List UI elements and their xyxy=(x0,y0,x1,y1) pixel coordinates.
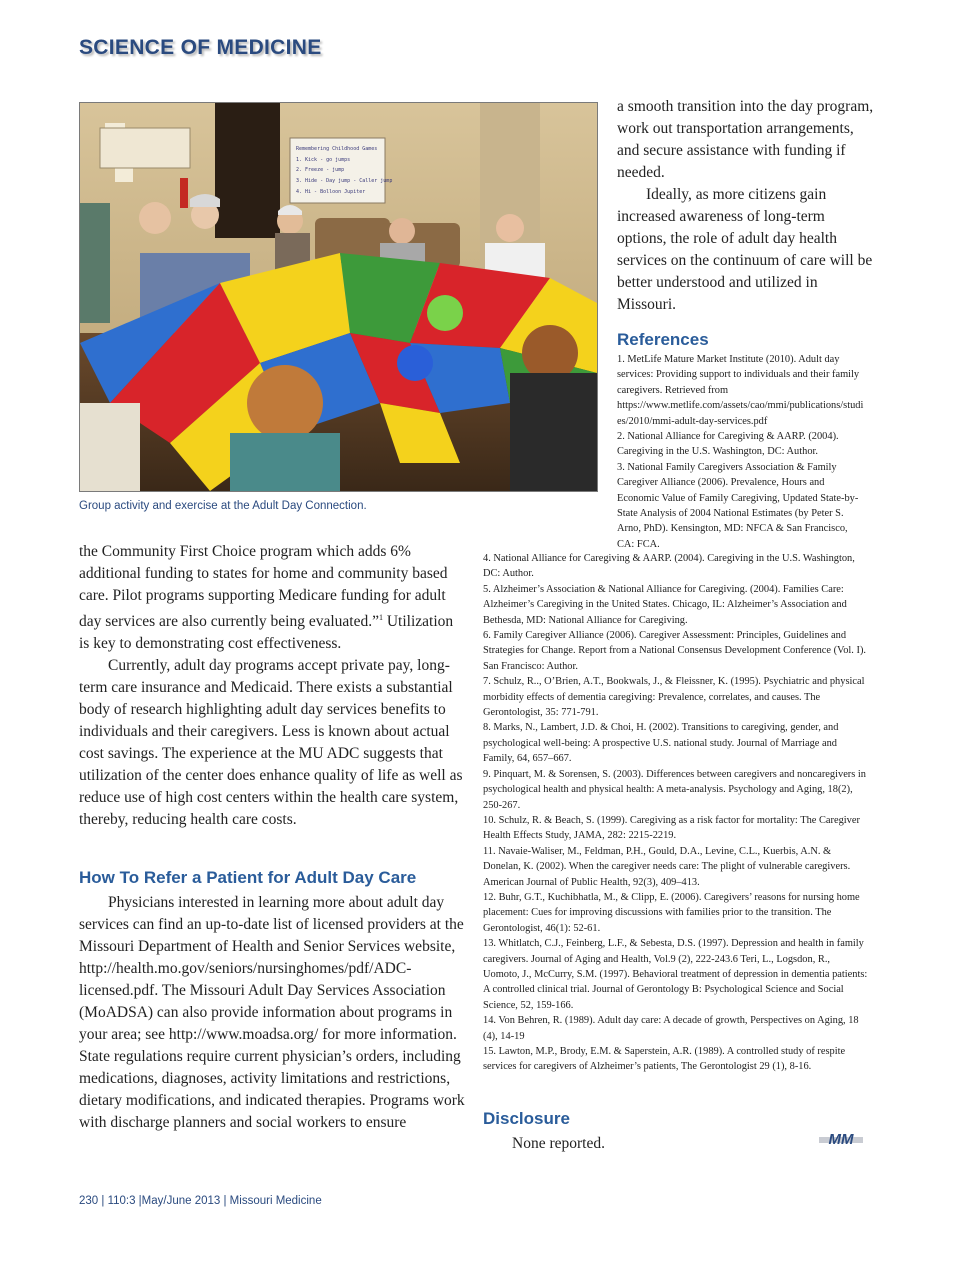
reference-item: 9. Pinquart, M. & Sorensen, S. (2003). Differences between caregivers and noncaregivers in psychological health and physical health: A meta-analysis. Psychology and Aging, 18(2), 250-267. xyxy=(483,768,866,811)
right-column-text xyxy=(617,96,875,316)
reference-item: 5. Alzheimer’s Association & National Alliance for Caregiving. (2004). Families Care: Alzheimer’s Caregiving in the United States. Chicago, IL: Alzheimer’s Association and Bethesda, MD: National Alliance for Caregiving. xyxy=(483,583,847,626)
fire-extinguisher xyxy=(180,178,188,208)
reference-item: 4. National Alliance for Caregiving & AARP. (2004). Caregiving in the U.S. Washington, DC: Author. xyxy=(483,553,855,580)
references-list-narrow xyxy=(617,352,865,552)
left-paragraph-2: Currently, adult day programs accept private pay, long-term care insurance and Medicaid. There exists a substantial body of research highlighting adult day services benefits to individuals and their caregivers. Less is known about actual cost savings. The experience at the MU ADC suggests that utilization of the center does enhance quality of life as well as reduce use of high cost centers within the health care system, thereby, reducing health care costs. xyxy=(79,657,463,829)
whiteboard-line-3: 2. Freeze - jump xyxy=(296,167,345,173)
disclosure-heading: Disclosure xyxy=(483,1109,570,1128)
reference-item: 11. Navaie-Waliser, M., Feldman, P.H., Gould, D.A., Levine, C.L., Kuerbis, A.N. & Donelan, K. (2002). When the caregiver needs care: The plight of vulnerable caregivers. American Journal of Public Health, 92(3), 409–413. xyxy=(483,845,851,888)
whiteboard xyxy=(290,138,392,203)
refer-heading: How To Refer a Patient for Adult Day Care xyxy=(79,868,417,887)
whiteboard-line-2: 1. Kick - go jumps xyxy=(296,157,351,163)
left-paragraph-1-text: the Community First Choice program which adds 6% additional funding to states for home and community based care. Pilot programs supporting Medicare funding for adult day services are also currently being evaluated.” xyxy=(79,543,448,631)
section-header: SCIENCE OF MEDICINE xyxy=(79,36,322,59)
reference-item: 2. National Alliance for Caregiving & AARP. (2004). Caregiving in the U.S. Washington, DC: Author. xyxy=(617,431,839,458)
refer-paragraph: Physicians interested in learning more about adult day services can find an up-to-date list of licensed providers at the Missouri Department of Health and Senior Services website, http://health.mo.gov/seniors/nursinghomes/pdf/ADC-licensed.pdf. The Missouri Adult Day Services Association (MoADSA) can also provide information about programs in your area; see http://www.moadsa.org/ for more information. State regulations require current physician’s orders, including medications, diagnoses, activity limitations and restrictions, dietary modifications, and indicated therapies. Programs work with discharge planners and social workers to ensure xyxy=(79,894,465,1131)
reference-item: 3. National Family Caregivers Association & Family Caregiver Alliance (2006). Prevalence, Hours and Economic Value of Family Caregiving, Updated State-by-State Analysis of 2004 National Estimates (by Peter S. Arno, PhD). Kensington, MD: NFCA & San Francisco, CA: FCA. xyxy=(617,461,859,550)
whiteboard-line-1: Remembering Childhood Games xyxy=(296,146,378,152)
disclosure-text: None reported. xyxy=(512,1135,605,1152)
references-heading: References xyxy=(617,330,709,349)
footnote-marker: 1 xyxy=(378,613,383,622)
whiteboard-line-5: 4. Hi - Bolloon Jupiter xyxy=(296,189,366,195)
right-paragraph-1: a smooth transition into the day program, work out transportation arrangements, and secure assistance with funding if needed. xyxy=(617,98,874,181)
reference-item: 14. Von Behren, R. (1989). Adult day care: A decade of growth, Perspectives on Aging, 18 (4), 14-19 xyxy=(483,1015,859,1042)
reference-item: 13. Whitlatch, C.J., Feinberg, L.F., & Sebesta, D.S. (1997). Depression and health in family caregivers. Journal of Aging and Health, Vol.9 (2), 222-243.6 Teri, L., Logsdon, R., Uomoto, J., McCurry, S.M. (1997). Behavioral treatment of depression in dementia patients: A controlled clinical trial. Journal of Gerontology B: Psychological Science and Social Science, 52, 159-166. xyxy=(483,938,868,1011)
reference-item: 8. Marks, N., Lambert, J.D. & Choi, H. (2002). Transitions to caregiving, gender, and psychological well-being: A prospective U.S. national study. Journal of Marriage and Family, 64, 657–667. xyxy=(483,722,839,765)
reference-item: 1. MetLife Mature Market Institute (2010). Adult day services: Providing support to individuals and their family caregivers. Retrieved from https://www.metlife.com/assets/cao/mmi/publications/studies/2010/mmi-adult-day-services.pdf xyxy=(617,354,864,427)
reference-item: 6. Family Caregiver Alliance (2006). Caregiver Assessment: Principles, Guidelines and Strategies for Change. Report from a National Consensus Development Conference (Vol. I). San Francisco: Author. xyxy=(483,630,867,672)
left-paragraph-1-tail: Utilization is key to demonstrating cost effectiveness. xyxy=(79,613,454,653)
reference-item: 10. Schulz, R. & Beach, S. (1999). Caregiving as a risk factor for mortality: The Caregiver Health Effects Study, JAMA, 282: 2215-2219. xyxy=(483,814,860,842)
reference-item: 15. Lawton, M.P., Brody, E.M. & Saperstein, A.R. (1989). A controlled study of respite services for caregivers of Alzheimer’s patients, The Gerontologist 29 (1), 8-16. xyxy=(483,1046,846,1073)
reference-item: 12. Buhr, G.T., Kuchibhatla, M., & Clipp, E. (2006). Caregivers’ reasons for nursing home placement: Cues for improving discussions with families prior to the transition. The Gerontologist, 46(1): 52-61. xyxy=(483,891,860,934)
page-footer: 230 | 110:3 |May/June 2013 | Missouri Medicine xyxy=(79,1195,322,1207)
wall-poster xyxy=(100,128,190,168)
reference-item: 7. Schulz, R.., O’Brien, A.T., Bookwals, J., & Fleissner, K. (1995). Psychiatric and physical morbidity effects of dementia caregiving: Prevalence, correlates, and causes. The Gerontologist, 35: 771-791. xyxy=(483,676,865,719)
whiteboard-line-4: 3. Hide - Day jump - Caller jump xyxy=(296,178,393,184)
left-paragraph-1 xyxy=(79,541,463,655)
photo-illustration xyxy=(80,103,597,491)
missouri-medicine-logo: MM xyxy=(819,1131,863,1149)
doorway xyxy=(215,103,280,238)
refer-text xyxy=(79,892,467,1134)
left-column-text xyxy=(79,541,463,831)
group-activity-photo xyxy=(79,102,598,492)
references-list-wide xyxy=(483,551,868,1075)
photo-caption: Group activity and exercise at the Adult Day Connection. xyxy=(79,500,367,512)
right-paragraph-2: Ideally, as more citizens gain increased awareness of long-term options, the role of adult day health services on the continuum of care will be better understood and utilized in Missouri. xyxy=(617,186,873,313)
